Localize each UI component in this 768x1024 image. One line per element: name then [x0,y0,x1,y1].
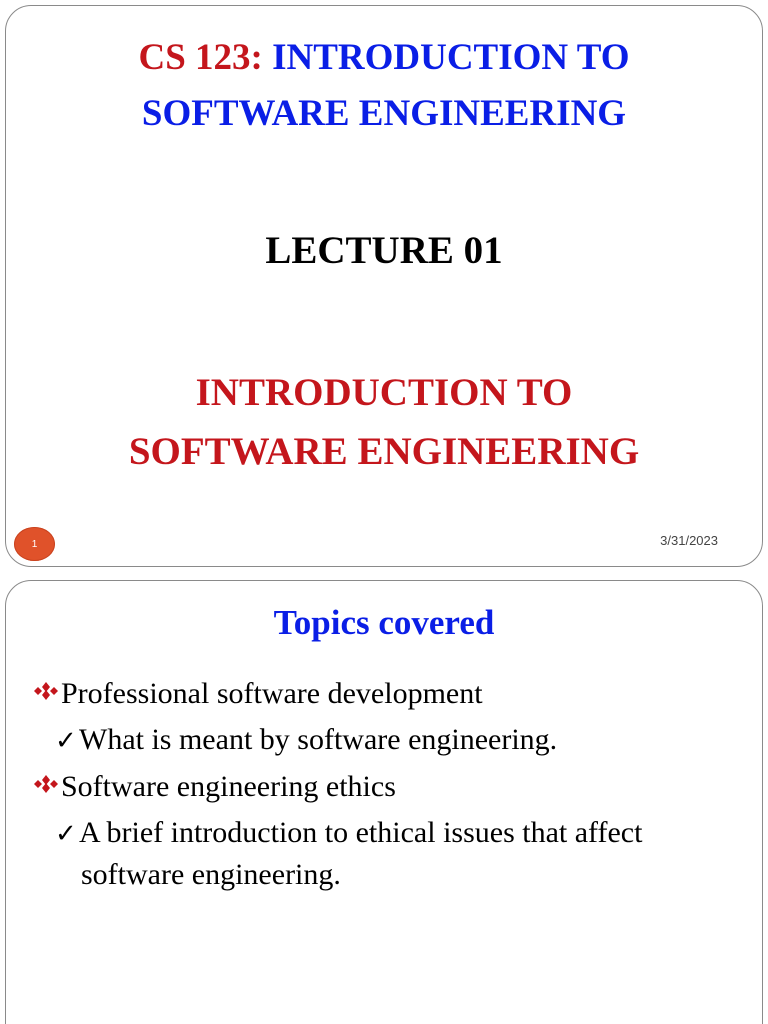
lecture-number: LECTURE 01 [265,229,503,272]
list-item-text: A brief introduction to ethical issues that affect [79,816,643,849]
lecture-subtitle-line-2: SOFTWARE ENGINEERING [128,430,640,473]
course-title-line-2: SOFTWARE ENGINEERING [141,93,627,134]
course-code: CS 123: [138,37,263,78]
slide-number-badge: 1 [14,527,55,561]
list-item [33,770,396,804]
list-item-text: What is meant by software engineering. [79,723,558,756]
diamond-bullet-icon [33,681,59,701]
slide-2 [5,580,763,1024]
diamond-bullet-icon [33,774,59,794]
course-title-part: INTRODUCTION TO [262,37,630,78]
list-item-text: Professional software development [61,677,483,710]
checkmark-icon: ✓ [55,726,77,755]
slide-date: 3/31/2023 [660,533,718,548]
list-item [55,816,642,851]
lecture-subtitle-line-1: INTRODUCTION TO [195,371,573,414]
course-title-line-1 [6,36,762,79]
topics-title: Topics covered [273,603,495,642]
list-item [33,677,483,711]
checkmark-icon: ✓ [55,819,77,848]
slide-1 [5,5,763,567]
list-item-continuation: software engineering. [81,858,341,891]
list-item [55,723,557,758]
list-item-text: Software engineering ethics [61,770,396,803]
